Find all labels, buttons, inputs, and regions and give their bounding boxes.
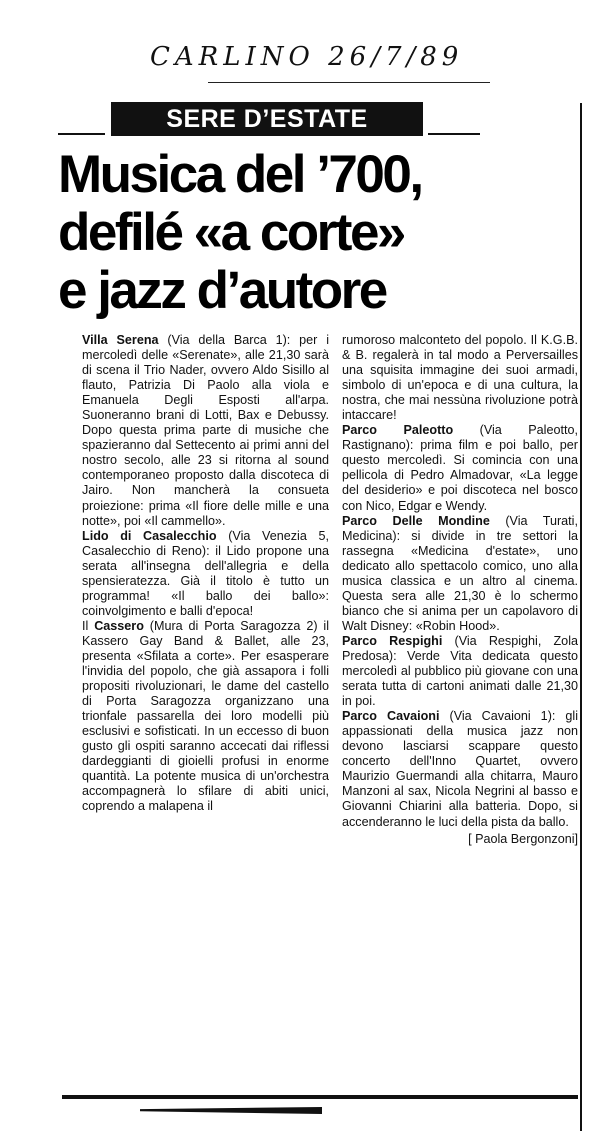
paragraph-text: (Via Venezia 5, Casalecchio di Reno): il Lido propone una serata all'insegna dell'allegria e della spensieratezza. Già il titolo è tutto un programma! «Il ballo dei ballo»: coinvolgimento e balli d'epoca! bbox=[82, 528, 330, 618]
venue-name: Parco Respighi bbox=[342, 633, 443, 648]
paragraph-prefix: Il bbox=[82, 618, 95, 633]
right-column-border bbox=[580, 103, 582, 1131]
paragraph-text: (Via della Barca 1): per i mercoledì delle «Serenate», alle 21,30 sarà di scena il Trio Nader, ovvero Aldo Sisillo al flauto, Patrizia Di Paolo alla viola e Emanuela Degli Esposti all'arpa. Suoneranno brani di Lotti, Bax e Debussy. Dopo questa prima parte di musiche che spazieranno dal Settecento ai primi anni del nostro secolo, alle 23 si ritorna al sound contemporaneo proposto dalla discoteca di Jairo. Non mancherà la consueta proiezione: prima «Il fiore delle mille e una notte», poi «Il cammello». bbox=[82, 333, 329, 528]
headline-line-1: Musica del ’700, bbox=[58, 145, 422, 204]
paragraph-continuation bbox=[342, 333, 578, 423]
author-byline: [ Paola Bergonzoni] bbox=[468, 831, 578, 846]
venue-name: Cassero bbox=[94, 618, 144, 633]
bottom-divider bbox=[62, 1095, 578, 1099]
venue-name: Lido di Casalecchio bbox=[82, 528, 217, 543]
kicker-rule-left bbox=[58, 133, 105, 135]
venue-name: Villa Serena bbox=[82, 333, 159, 347]
venue-name: Parco Paleotto bbox=[342, 423, 454, 438]
headline-line-3: e jazz d’autore bbox=[58, 261, 386, 320]
paragraph-text: (Via Respighi, Zola Predosa): Verde Vita dedicata questo mercoledì al pubblico più giovane con una serata tutta di cartoni animati dalle 21,30 in poi. bbox=[342, 633, 578, 709]
paragraph-villa-serena bbox=[82, 333, 329, 529]
paragraph-parco-respighi bbox=[342, 634, 578, 709]
handwritten-source-annotation: CARLINO 26/7/89 bbox=[150, 42, 464, 72]
paragraph-text: (Via Cavaioni 1): gli appassionati della musica jazz non devono lasciarsi scappare questo concerto dell'Inno Quartet, ovvero Maurizio Guermandi alla chitarra, Mauro Manzoni al sax, Nicola Negrini al basso e Giovanni Chiarini alla batteria. Dopo, si accenderanno le luci della pista da ballo. bbox=[342, 709, 578, 829]
kicker-rule-right bbox=[428, 133, 480, 135]
paragraph-lido-casalecchio bbox=[82, 529, 329, 619]
headline-line-2: defilé «a corte» bbox=[58, 203, 404, 262]
venue-name: Parco Cavaioni bbox=[342, 709, 440, 724]
paragraph-parco-paleotto bbox=[342, 423, 578, 513]
section-kicker: SERE D’ESTATE bbox=[111, 102, 423, 136]
paragraph-text: (Mura di Porta Saragozza 2) il Kassero Gay Band & Ballet, alle 23, presenta «Sfilata a corte». Per esasperare l'invidia del popolo, che già assapora i folli propositi rivoluzionari, le dame del castello di Porta Saragozza organizzano una trionfale passarella dei loro modelli più esclusivi e sofisticati. In un eccesso di buon gusto gli ospiti saranno accecati dai riflessi dardeggianti di gioielli profusi in enorme quantità. La potente musica di un'orchestra accompagnerà lo sfilare di abiti unici, coprendo a malapena il bbox=[82, 618, 329, 814]
paragraph-cassero bbox=[82, 619, 329, 815]
article-column-left bbox=[82, 333, 329, 815]
paragraph-text: (Via Paleotto, Rastignano): prima film e poi ballo, per questo mercoledì. Si comincia con una pellicola di Pedro Almadovar, «La legge del desiderio» e poi discoteca nel bosco con Nico, Edgar e Wendy. bbox=[342, 423, 578, 513]
headline bbox=[58, 146, 578, 320]
top-divider bbox=[208, 82, 490, 83]
paragraph-text: rumoroso malconteto del popolo. Il K.G.B. & B. regalerà in tal modo a Perversailles una squisita immagine dei suoi armadi, simbolo di un'epoca e di una cultura, la nostra, che mai nessùna rivoluzione potrà intaccare! bbox=[342, 333, 578, 423]
paragraph-parco-cavaioni bbox=[342, 709, 578, 829]
section-kicker-group bbox=[58, 102, 478, 138]
bottom-divider-fragment bbox=[140, 1107, 322, 1114]
paragraph-parco-mondine bbox=[342, 514, 578, 634]
paragraph-text: (Via Turati, Medicina): si divide in tre settori la rassegna «Medicina d'estate», uno dedicato allo spettacolo comico, uno alla musica classica e un altro al cinema. Questa sera alle 21,30 è lo schermo bianco che si anima per un capolavoro di Walt Disney: «Robin Hood». bbox=[342, 513, 578, 633]
venue-name: Parco Delle Mondine bbox=[342, 513, 490, 528]
article-column-right bbox=[342, 333, 578, 847]
